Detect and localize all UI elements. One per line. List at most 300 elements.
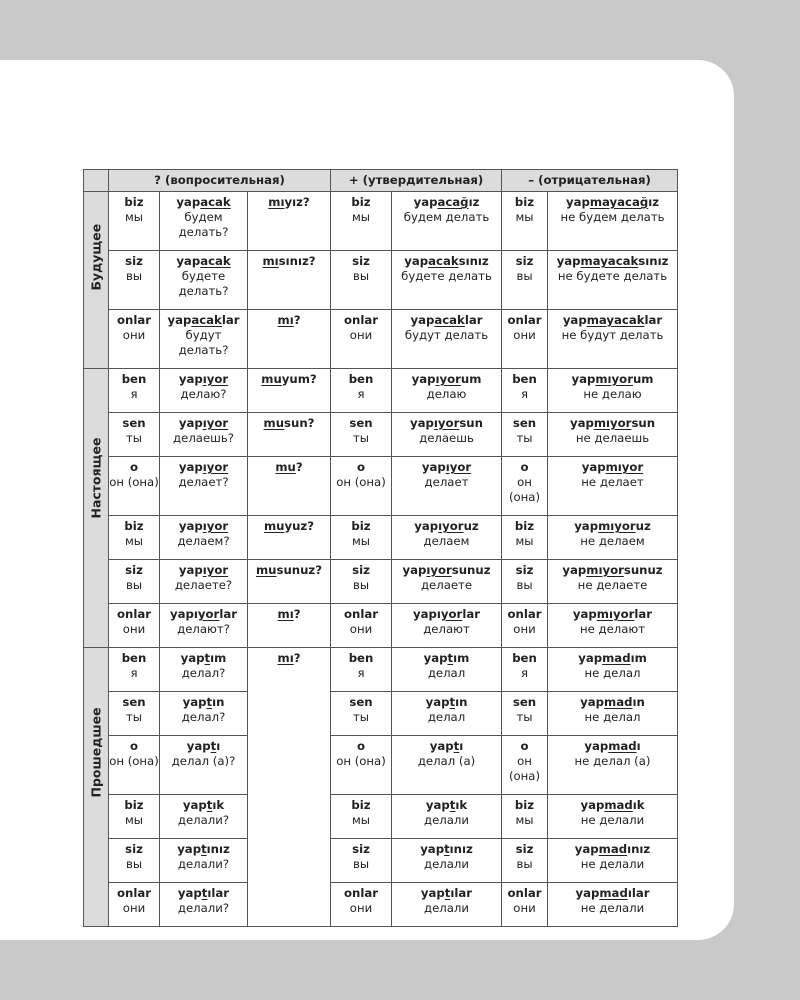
negative-form-cell <box>548 251 678 310</box>
question-form-stem: yapı <box>170 607 198 621</box>
negative-translation: не делаю <box>583 387 642 401</box>
question-form <box>160 195 247 210</box>
negative-translation: не делаете <box>577 578 648 592</box>
affirmative-translation: делают <box>423 622 470 636</box>
question-form <box>160 460 247 475</box>
question-form-cell <box>160 516 248 560</box>
affirmative-form <box>392 372 501 387</box>
pronoun-translation: вы <box>125 269 143 283</box>
negative-form-stem: yap <box>580 798 605 812</box>
affirmative-form-ending: ılar <box>450 886 473 900</box>
pronoun: siz <box>125 842 143 856</box>
pronoun-cell <box>502 692 548 736</box>
affirmative-form-suffix: ıyor <box>445 460 472 474</box>
negative-form-ending: ım <box>630 651 647 665</box>
question-form-suffix: ıyor <box>202 372 229 386</box>
pronoun: onlar <box>343 313 378 327</box>
negative-form-cell <box>548 648 678 692</box>
negative-form <box>548 372 677 387</box>
negative-form-suffix: mıyor <box>596 607 635 621</box>
negative-form-cell <box>548 736 678 795</box>
affirmative-translation: будут делать <box>404 328 489 342</box>
question-particle-suffix: mı <box>277 607 294 621</box>
pronoun-translation: мы <box>515 210 534 224</box>
pronoun-cell <box>109 883 160 927</box>
pronoun: biz <box>124 798 144 812</box>
affirmative-form <box>392 607 501 622</box>
pronoun-translation: мы <box>124 534 144 548</box>
pronoun-cell <box>502 839 548 883</box>
table-row <box>84 413 678 457</box>
negative-form-stem: yap <box>580 695 605 709</box>
negative-form-cell <box>548 457 678 516</box>
pronoun: siz <box>515 842 534 856</box>
pronoun: ben <box>121 372 147 386</box>
pronoun-cell <box>331 192 392 251</box>
affirmative-form-suffix: t <box>449 798 456 812</box>
question-translation: делаете? <box>174 578 233 592</box>
pronoun-cell <box>109 457 160 516</box>
pronoun-translation: вы <box>516 857 533 871</box>
question-form <box>160 313 247 328</box>
question-form-ending: ı <box>216 739 221 753</box>
question-particle-ending: sınız? <box>278 254 316 268</box>
affirmative-form-stem: yap <box>410 313 435 327</box>
pronoun: o <box>356 739 366 753</box>
question-particle-suffix: mı <box>277 651 294 665</box>
question-form-cell <box>160 413 248 457</box>
affirmative-form-suffix: t <box>449 695 456 709</box>
pronoun: siz <box>515 563 534 577</box>
pronoun-translation: я <box>130 666 138 680</box>
pronoun: biz <box>514 519 535 533</box>
affirmative-form-ending: ı <box>459 739 464 753</box>
question-form-ending: ılar <box>207 886 230 900</box>
affirmative-form-suffix: ıyor <box>426 563 452 577</box>
affirmative-form-ending: sınız <box>458 254 489 268</box>
pronoun-translation: они <box>122 622 146 636</box>
affirmative-form <box>392 739 501 754</box>
pronoun-cell <box>502 369 548 413</box>
question-particle-suffix: mu <box>255 563 277 577</box>
negative-form-cell <box>548 692 678 736</box>
question-particle-cell <box>248 369 331 413</box>
affirmative-form-cell <box>392 457 502 516</box>
question-particle <box>248 651 330 666</box>
negative-form <box>548 416 677 431</box>
negative-form-ending: uz <box>635 519 651 533</box>
affirmative-form-suffix: ıyor <box>433 416 460 430</box>
question-translation: делали? <box>177 857 230 871</box>
question-particle-suffix: mu <box>275 460 296 474</box>
pronoun: o <box>520 739 529 753</box>
pronoun-translation: вы <box>516 269 533 283</box>
negative-form-ending: ınız <box>627 842 651 856</box>
negative-form-stem: yap <box>575 886 600 900</box>
pronoun-cell <box>109 251 160 310</box>
question-form <box>160 519 247 534</box>
pronoun-cell <box>502 251 548 310</box>
header-affirmative: + (утвердительная) <box>331 170 502 192</box>
pronoun-cell <box>109 310 160 369</box>
affirmative-translation: будете делать <box>401 269 492 283</box>
pronoun: biz <box>351 195 371 209</box>
negative-form-cell <box>548 516 678 560</box>
question-particle-cell <box>248 310 331 369</box>
pronoun: biz <box>124 519 144 533</box>
affirmative-form-stem: yap <box>420 842 445 856</box>
negative-form-suffix: mıyor <box>595 372 633 386</box>
pronoun-cell <box>502 310 548 369</box>
negative-form-suffix: mad <box>602 651 631 665</box>
pronoun-cell <box>331 839 392 883</box>
affirmative-form <box>392 886 501 901</box>
affirmative-form-suffix: yor <box>440 607 463 621</box>
affirmative-form-ending: ık <box>455 798 468 812</box>
affirmative-form-suffix: t <box>444 886 451 900</box>
affirmative-translation: делаете <box>420 578 473 592</box>
pronoun-cell <box>331 736 392 795</box>
negative-form <box>548 798 677 813</box>
question-particle-suffix: mı <box>262 254 279 268</box>
negative-translation: не будут делать <box>561 328 664 342</box>
negative-form-stem: yap <box>584 739 609 753</box>
affirmative-translation: делали <box>424 813 469 827</box>
negative-form-stem: yap <box>574 842 599 856</box>
pronoun-cell <box>331 413 392 457</box>
negative-form <box>548 695 677 710</box>
affirmative-form-cell <box>392 251 502 310</box>
affirmative-form-suffix: acağ <box>437 195 469 209</box>
negative-form-suffix: mayacak <box>580 254 639 268</box>
pronoun: onlar <box>507 313 542 327</box>
pronoun-cell <box>109 839 160 883</box>
pronoun-cell <box>109 736 160 795</box>
pronoun-translation: я <box>520 666 529 680</box>
question-form-cell <box>160 192 248 251</box>
pronoun: siz <box>352 563 370 577</box>
affirmative-translation: делает <box>424 475 469 489</box>
affirmative-form-ending: uz <box>463 519 479 533</box>
pronoun-translation: они <box>513 622 536 636</box>
pronoun: biz <box>514 195 535 209</box>
pronoun-translation: они <box>122 901 146 915</box>
negative-translation: не делали <box>580 813 645 827</box>
affirmative-form-cell <box>392 648 502 692</box>
negative-translation: не делаешь <box>575 431 650 445</box>
pronoun-translation: ты <box>516 710 533 724</box>
question-particle-suffix: mu <box>263 416 285 430</box>
question-form-suffix: acak <box>191 313 222 327</box>
negative-form-suffix: mayacağ <box>589 195 649 209</box>
question-particle-ending: yuz? <box>284 519 315 533</box>
question-form <box>160 798 247 813</box>
pronoun-translation: они <box>349 622 373 636</box>
question-form-stem: yap <box>178 416 203 430</box>
pronoun-cell <box>109 192 160 251</box>
affirmative-form-suffix: t <box>444 842 450 856</box>
pronoun: siz <box>352 254 370 268</box>
pronoun: ben <box>348 651 374 665</box>
pronoun-cell <box>502 192 548 251</box>
question-form-ending: ın <box>212 695 225 709</box>
pronoun: onlar <box>116 886 151 900</box>
affirmative-translation: делали <box>424 901 469 915</box>
negative-form <box>548 254 677 269</box>
question-particle-suffix: mı <box>268 195 285 209</box>
question-translation: делал (а)? <box>171 754 236 768</box>
affirmative-form-cell <box>392 560 502 604</box>
affirmative-form-cell <box>392 310 502 369</box>
affirmative-form-ending: ınız <box>449 842 473 856</box>
affirmative-form-stem: yap <box>410 416 434 430</box>
question-form <box>160 739 247 754</box>
negative-translation: не делает <box>581 475 644 489</box>
pronoun-cell <box>331 251 392 310</box>
negative-translation: не будете делать <box>557 269 668 283</box>
pronoun: ben <box>348 372 374 386</box>
negative-form-ending: sunuz <box>623 563 663 577</box>
negative-form-cell <box>548 839 678 883</box>
negative-form-ending: lar <box>644 313 663 327</box>
negative-form <box>548 607 677 622</box>
negative-form <box>548 842 677 857</box>
affirmative-translation: делал <box>427 666 466 680</box>
negative-form-suffix: mıyor <box>605 460 644 474</box>
question-form <box>160 842 247 857</box>
affirmative-form-ending: sun <box>459 416 483 430</box>
affirmative-form-cell <box>392 736 502 795</box>
pronoun-cell <box>502 795 548 839</box>
question-form-suffix: ıyor <box>202 460 229 474</box>
table-row <box>84 736 678 795</box>
affirmative-form-stem: yap <box>425 798 450 812</box>
question-form-cell <box>160 251 248 310</box>
pronoun-translation: он (она) <box>508 754 541 783</box>
negative-translation: не делали <box>580 857 645 871</box>
conjugation-table <box>83 169 678 927</box>
table-row <box>84 516 678 560</box>
pronoun: sen <box>349 416 373 430</box>
table-body <box>84 192 678 927</box>
negative-form-suffix: mad <box>604 695 633 709</box>
pronoun-cell <box>109 795 160 839</box>
negative-form-ending: ık <box>632 798 645 812</box>
tense-label-past <box>84 648 109 927</box>
pronoun: ben <box>121 651 147 665</box>
pronoun-translation: я <box>357 387 365 401</box>
pronoun-translation: вы <box>516 578 533 592</box>
affirmative-form-stem: yap <box>414 519 439 533</box>
table-row <box>84 604 678 648</box>
pronoun-translation: вы <box>352 857 370 871</box>
affirmative-form-stem: yap <box>423 651 448 665</box>
pronoun-cell <box>331 883 392 927</box>
negative-form-ending: lar <box>634 607 653 621</box>
pronoun: sen <box>122 695 146 709</box>
pronoun-cell <box>331 310 392 369</box>
question-form-suffix: t <box>204 651 211 665</box>
question-particle-ending: ? <box>293 313 301 327</box>
question-particle <box>248 416 330 431</box>
negative-form-ending: ız <box>648 195 660 209</box>
question-form <box>160 416 247 431</box>
pronoun: siz <box>125 563 143 577</box>
question-form-ending: ık <box>212 798 225 812</box>
pronoun: o <box>129 739 139 753</box>
question-form-suffix: t <box>206 798 213 812</box>
negative-form-cell <box>548 413 678 457</box>
question-form-cell <box>160 692 248 736</box>
question-particle <box>248 254 330 269</box>
pronoun-cell <box>109 692 160 736</box>
question-form-stem: yap <box>178 563 203 577</box>
pronoun: o <box>356 460 366 474</box>
negative-translation: не будем делать <box>560 210 665 224</box>
pronoun-translation: вы <box>125 857 143 871</box>
affirmative-form <box>392 695 501 710</box>
affirmative-form-stem: yap <box>421 460 446 474</box>
negative-form-stem: yap <box>556 254 581 268</box>
question-particle-cell <box>248 413 331 457</box>
affirmative-form-cell <box>392 604 502 648</box>
affirmative-form-ending: lar <box>462 607 480 621</box>
affirmative-form <box>392 563 501 578</box>
negative-form-stem: yap <box>578 651 603 665</box>
negative-form <box>548 563 677 578</box>
affirmative-form <box>392 798 501 813</box>
question-particle-cell <box>248 648 331 927</box>
page-card <box>0 60 734 940</box>
negative-form-cell <box>548 369 678 413</box>
pronoun-cell <box>109 369 160 413</box>
table-row <box>84 795 678 839</box>
question-form <box>160 607 247 622</box>
pronoun-cell <box>331 648 392 692</box>
question-particle-ending: ? <box>295 460 303 474</box>
pronoun-translation: ты <box>125 710 143 724</box>
pronoun: sen <box>512 695 537 709</box>
affirmative-form-suffix: ıyor <box>438 519 464 533</box>
affirmative-translation: делаю <box>426 387 467 401</box>
pronoun: o <box>129 460 139 474</box>
pronoun: sen <box>122 416 146 430</box>
table-row <box>84 883 678 927</box>
pronoun: ben <box>512 651 537 665</box>
pronoun-translation: мы <box>515 813 534 827</box>
question-form-cell <box>160 883 248 927</box>
question-form-ending: lar <box>221 313 240 327</box>
negative-form-stem: yap <box>569 416 594 430</box>
pronoun: onlar <box>116 313 151 327</box>
pronoun-translation: мы <box>351 813 371 827</box>
question-particle-ending: ? <box>293 607 301 621</box>
affirmative-form <box>392 842 501 857</box>
question-form-cell <box>160 369 248 413</box>
pronoun-translation: я <box>130 387 138 401</box>
header-question: ? (вопросительная) <box>109 170 331 192</box>
affirmative-form-cell <box>392 413 502 457</box>
pronoun-translation: вы <box>352 578 370 592</box>
pronoun-translation: они <box>513 901 536 915</box>
question-particle <box>248 519 330 534</box>
pronoun-translation: я <box>520 387 529 401</box>
header-negative: – (отрицательная) <box>502 170 678 192</box>
question-particle-cell <box>248 457 331 516</box>
question-form-stem: yap <box>186 739 211 753</box>
table-row <box>84 839 678 883</box>
negative-form-cell <box>548 560 678 604</box>
question-translation: будете делать? <box>178 269 229 298</box>
affirmative-form-suffix: acak <box>428 254 459 268</box>
question-particle-ending: sunuz? <box>276 563 322 577</box>
table-row <box>84 648 678 692</box>
pronoun: siz <box>352 842 370 856</box>
pronoun-cell <box>331 795 392 839</box>
affirmative-form-stem: yap <box>425 695 450 709</box>
question-form-cell <box>160 839 248 883</box>
negative-form-cell <box>548 192 678 251</box>
question-form-cell <box>160 560 248 604</box>
question-form-cell <box>160 457 248 516</box>
negative-form-ending: sun <box>631 416 656 430</box>
question-particle-cell <box>248 192 331 251</box>
negative-form-stem: yap <box>581 460 606 474</box>
question-form-cell <box>160 604 248 648</box>
question-form-ending: ım <box>210 651 227 665</box>
question-translation: делали? <box>177 901 230 915</box>
pronoun-cell <box>502 516 548 560</box>
affirmative-form-cell <box>392 516 502 560</box>
negative-form-stem: yap <box>574 519 599 533</box>
affirmative-form-suffix: acak <box>434 313 465 327</box>
affirmative-form-stem: yapı <box>413 607 441 621</box>
affirmative-form-stem: yap <box>429 739 454 753</box>
pronoun: biz <box>514 798 535 812</box>
header-corner <box>84 170 109 192</box>
affirmative-form-ending: lar <box>464 313 483 327</box>
negative-form-suffix: mıyor <box>593 416 632 430</box>
question-particle-suffix: mı <box>277 313 294 327</box>
tense-label-text: Прошедшее <box>88 706 104 797</box>
affirmative-form <box>392 460 501 475</box>
negative-form-cell <box>548 604 678 648</box>
negative-form-suffix: mayacak <box>586 313 645 327</box>
question-form-cell <box>160 736 248 795</box>
pronoun-translation: мы <box>351 534 371 548</box>
negative-translation: не делали <box>580 901 645 915</box>
question-translation: делаем? <box>177 534 230 548</box>
pronoun: sen <box>512 416 537 430</box>
question-form <box>160 651 247 666</box>
question-particle <box>248 195 330 210</box>
affirmative-translation: делал (а) <box>417 754 476 768</box>
affirmative-form <box>392 313 501 328</box>
negative-translation: не делал <box>584 666 641 680</box>
pronoun-cell <box>502 604 548 648</box>
affirmative-form-cell <box>392 692 502 736</box>
question-translation: делали? <box>177 813 230 827</box>
question-particle <box>248 372 330 387</box>
negative-form <box>548 313 677 328</box>
affirmative-form-ending: ız <box>468 195 480 209</box>
affirmative-form-stem: yap <box>404 254 429 268</box>
affirmative-form-cell <box>392 839 502 883</box>
tense-label-present <box>84 369 109 648</box>
pronoun-translation: он (она) <box>109 754 159 768</box>
affirmative-form-suffix: t <box>453 739 460 753</box>
question-particle-cell <box>248 560 331 604</box>
